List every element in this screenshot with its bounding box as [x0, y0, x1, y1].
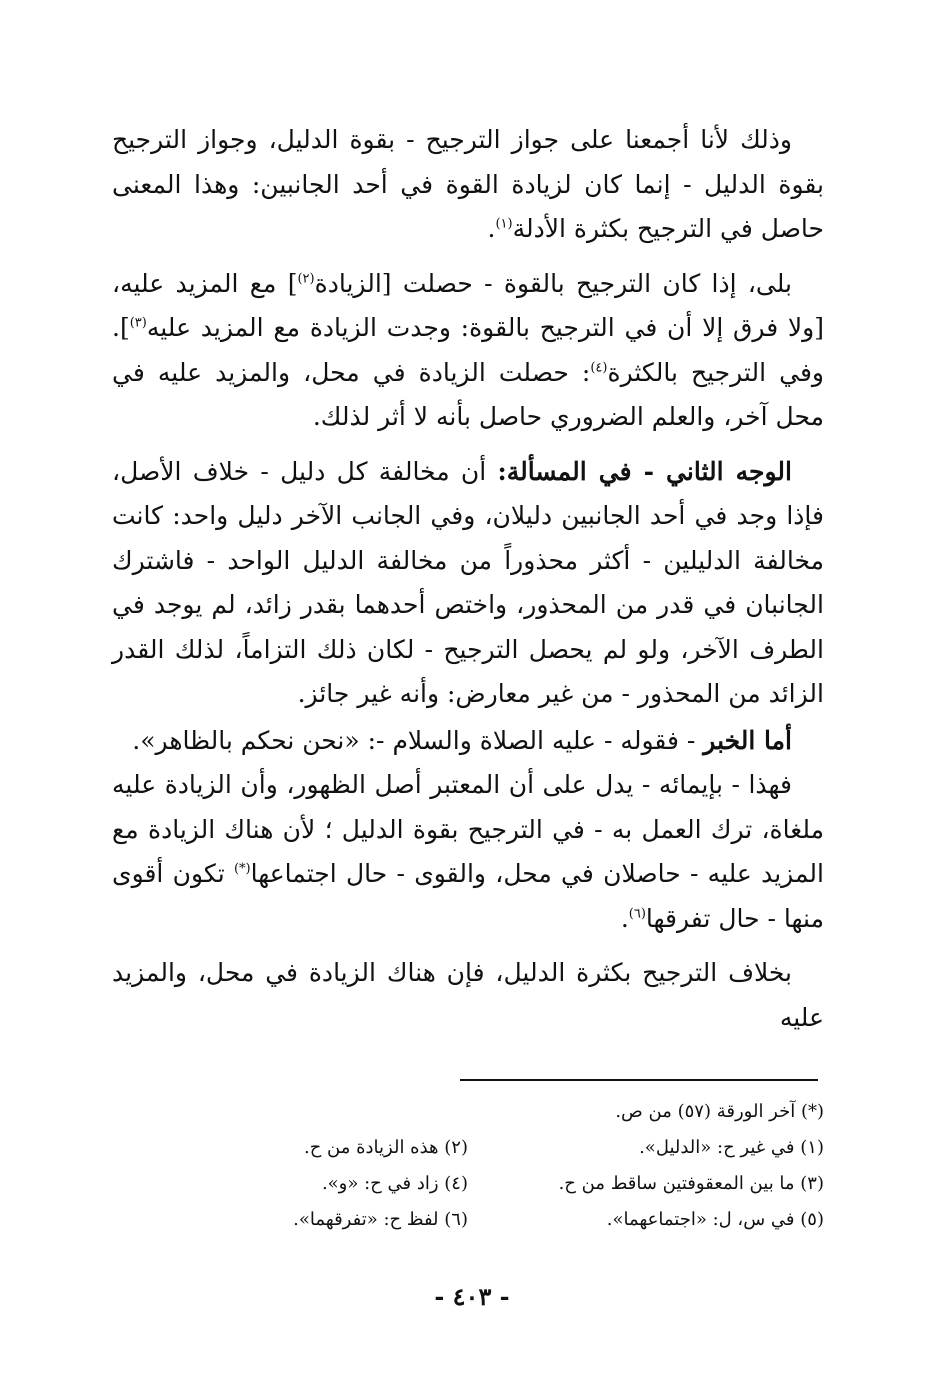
footnote-ref-3: (٣)	[129, 315, 147, 331]
footnote-2: (٢) هذه الزيادة من ح.	[303, 1137, 468, 1158]
paragraph-2-seg1: بلى، إذا كان الترجيح بالقوة - حصلت [الزيادة	[314, 268, 792, 298]
paragraph-3-text: أن مخالفة كل دليل - خلاف الأصل، فإذا وجد في أحد الجانبين دليلان، وفي الجانب الآخر دليل واحد: كانت مخالفة الدليلين - أكثر محذوراً من مخالفة الدليل الواحد - فاشترك الجانبان في قدر من المحذور، واختص أحدهما بقدر زائد، لم يوجد في الطرف الآخر، ولو لم يحصل الترجيح - لكان ذلك التزاماً، لذلك القدر الزائد من المحذور - من غير معارض: وأنه غير جائز.	[112, 456, 824, 708]
paragraph-2-seg4: : حصلت الزيادة في محل، والمزيد عليه في محل آخر، والعلم الضروري حاصل بأنه لا أثر لذلك.	[112, 357, 824, 431]
paragraph-3-lead: الوجه الثاني - في المسألة:	[497, 456, 792, 486]
paragraph-5-end: .	[620, 903, 629, 933]
paragraph-2-seg3: ]. وفي الترجيح بالكثرة	[112, 313, 824, 387]
footnote-4: (٤) زاد في ح: «و».	[321, 1173, 468, 1194]
footnote-row-2	[112, 1166, 824, 1202]
footnote-row-1	[112, 1130, 824, 1166]
paragraph-1-text: وذلك لأنا أجمعنا على جواز الترجيح - بقوة الدليل، وجواز الترجيح بقوة الدليل - إنما كان لزيادة القوة في أحد الجانبين: وهذا المعنى حاصل في الترجيح بكثرة الأدلة	[112, 125, 824, 243]
paragraph-2	[112, 262, 824, 440]
paragraph-5-seg2: تكون أقوى منها - حال تفرقها	[112, 859, 824, 933]
paragraph-6	[112, 951, 824, 1040]
paragraph-4-text: - فقوله - عليه الصلاة والسلام -: «نحن نحكم بالظاهر».	[132, 725, 704, 755]
page-number: - ٤٠٣ -	[434, 1282, 510, 1311]
footnote-ref-1: (١)	[495, 216, 513, 232]
paragraph-4	[112, 719, 824, 764]
footnote-star: (*) آخر الورقة (٥٧) من ص.	[615, 1101, 824, 1122]
footnote-ref-4: (٤)	[590, 360, 608, 376]
paragraph-6-text: بخلاف الترجيح بكثرة الدليل، فإن هناك الزيادة في محل، والمزيد عليه	[112, 958, 824, 1032]
footnote-row-3	[112, 1202, 824, 1238]
footnotes	[112, 1094, 824, 1238]
paragraph-5-seg1: فهذا - بإيمائه - يدل على أن المعتبر أصل الظهور، وأن الزيادة عليه ملغاة، ترك العمل به - في الترجيح بقوة الدليل ؛ لأن هناك الزيادة مع المزيد عليه - حاصلان في محل، والقوى - حال اجتماعها	[112, 770, 824, 888]
footnote-5: (٥) في س، ل: «اجتماعهما».	[606, 1209, 824, 1230]
paragraph-1-end: .	[487, 214, 496, 243]
paragraph-2-seg2: ] مع المزيد عليه، [ولا فرق إلا أن في الترجيح بالقوة: وجدت الزيادة مع المزيد عليه	[112, 268, 824, 342]
paragraph-1	[112, 118, 824, 252]
footnote-ref-star: (*)	[233, 861, 251, 877]
footnote-1: (١) في غير ح: «الدليل».	[639, 1137, 824, 1158]
paragraph-5	[112, 763, 824, 941]
footnote-6: (٦) لفظ ح: «تفرقهما».	[293, 1209, 468, 1230]
main-text	[112, 118, 824, 1050]
footnote-divider	[460, 1079, 818, 1081]
footnote-3: (٣) ما بين المعقوفتين ساقط من ح.	[558, 1173, 824, 1194]
paragraph-4-lead: أما الخبر	[703, 725, 792, 755]
paragraph-3	[112, 450, 824, 717]
footnote-ref-6: (٦)	[628, 906, 646, 922]
footnote-ref-2: (٢)	[297, 271, 315, 287]
